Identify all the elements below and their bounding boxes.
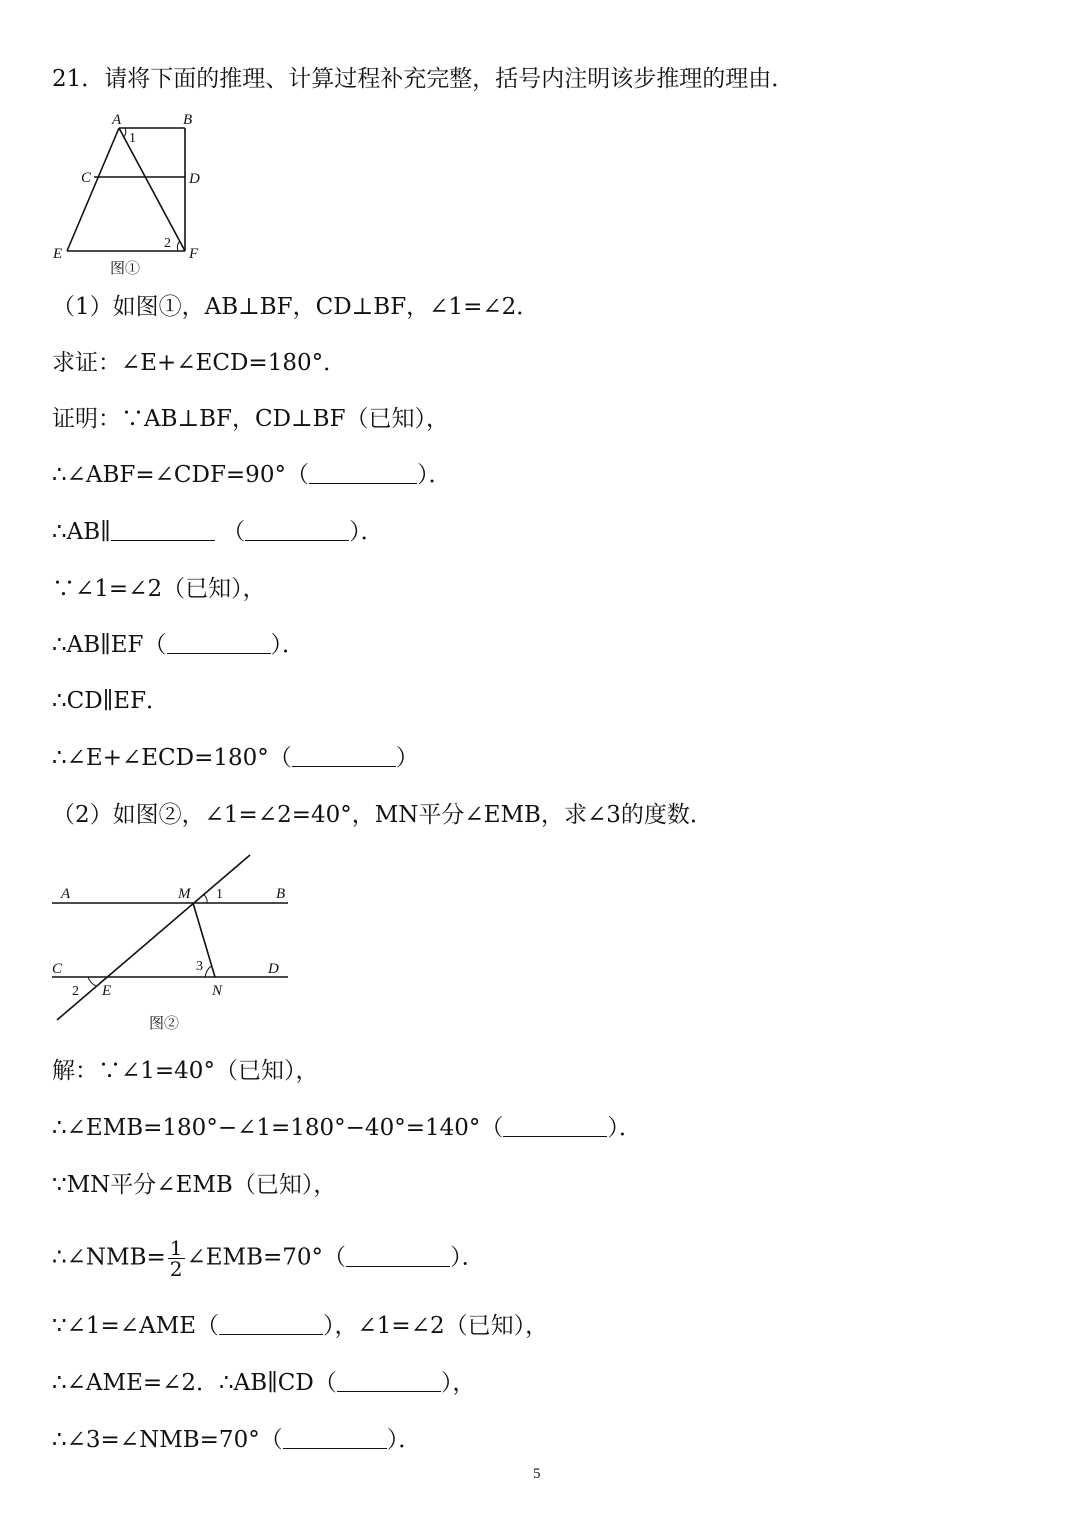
fraction-one-half: $\frac{1}{2}$ [169,1236,183,1281]
fig1-label-f: F [189,246,199,262]
fig2-label-n: N [212,983,223,999]
page-number: 5 [533,1466,541,1482]
fig2-label-d: D [268,961,279,977]
solution-line-1: 解：∵∠1=40°（已知）， [52,1058,319,1084]
proof-line-1: 证明：∵AB⊥BF，CD⊥BF（已知）， [52,406,450,432]
blank-reason-7[interactable] [219,1312,323,1335]
fig2-label-b: B [276,886,286,902]
blank-reason-3[interactable] [167,631,271,654]
blank-reason-6[interactable] [346,1244,450,1267]
blank-parallel-line[interactable] [111,518,215,541]
fig1-label-b: B [183,112,193,128]
proof-line-4: ∵∠1=∠2（已知）， [52,576,266,602]
angle-3-arc [205,966,212,977]
fig1-label-d: D [189,171,200,187]
question-title: 21．请将下面的推理、计算过程补充完整，括号内注明该步推理的理由． [52,66,795,92]
solution-line-3: ∵MN平分∠EMB（已知）， [52,1172,337,1198]
fig1-label-e: E [53,246,63,262]
part1-given: （1）如图①，AB⊥BF，CD⊥BF，∠1=∠2． [52,294,540,320]
segment-af [119,128,185,251]
solution-line-7: ∴∠3=∠NMB=70°（ ）． [52,1427,422,1453]
solution-line-4: ∴∠NMB= $\frac{1}{2}$ ∠EMB=70°（ ）． [52,1236,485,1281]
proof-line-7: ∴∠E+∠ECD=180°（ ） [52,745,419,771]
solution-line-2: ∴∠EMB=180°−∠1=180°−40°=140°（ ）． [52,1115,642,1141]
fig2-label-a: A [61,886,71,902]
fig2-angle-3-label: 3 [196,959,203,974]
figure-1-caption: 图① [110,261,141,277]
angle-1-arc [124,128,126,137]
figure-2 [48,850,298,1040]
fig1-angle-1-label: 1 [129,131,136,146]
fig2-angle-1-label: 1 [216,887,223,902]
proof-line-3: ∴AB∥ （ ）． [52,519,384,545]
solution-line-6: ∴∠AME=∠2．∴AB∥CD（ ）， [52,1370,476,1396]
blank-reason-9[interactable] [283,1426,387,1449]
blank-reason-8[interactable] [337,1369,441,1392]
fig1-label-c: C [81,170,92,186]
fig2-label-e: E [102,983,112,999]
fig2-label-m: M [178,886,191,902]
figure-2-caption: 图② [149,1016,180,1032]
proof-line-5: ∴AB∥EF（ ）． [52,632,306,658]
fig1-label-a: A [112,112,122,128]
fig2-angle-2-label: 2 [72,984,79,999]
part2-given: （2）如图②，∠1=∠2=40°，MN平分∠EMB，求∠3的度数． [52,802,713,828]
blank-reason-5[interactable] [503,1114,607,1137]
fig1-angle-2-label: 2 [164,236,171,251]
blank-reason-4[interactable] [292,744,396,767]
proof-line-2: ∴∠ABF=∠CDF=90°（ ）． [52,462,452,488]
blank-reason-1[interactable] [309,461,417,484]
segment-ae [67,128,119,251]
angle-2-arc [88,977,96,986]
fig2-label-c: C [52,961,63,977]
part1-prove: 求证：∠E+∠ECD=180°． [52,350,347,376]
proof-line-6: ∴CD∥EF． [52,688,170,714]
solution-line-5: ∵∠1=∠AME（ ），∠1=∠2（已知）， [52,1313,549,1339]
blank-reason-2[interactable] [245,518,349,541]
figure-1 [48,110,218,280]
